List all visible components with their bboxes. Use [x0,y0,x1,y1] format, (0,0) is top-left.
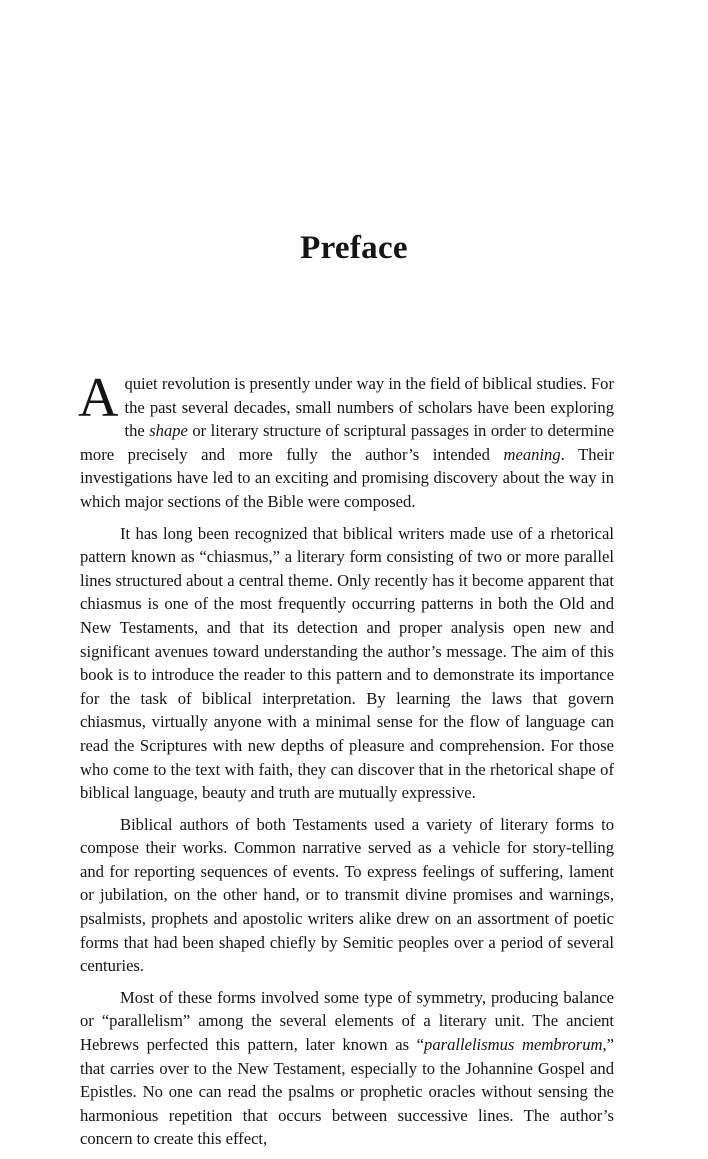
text-run: It has long been recognized that biblical writers made use of a rhetorical pattern known as “chiasmus,” a literary form consisting of two or more parallel lines structured about a central theme. Only recently has it become apparent that chiasmus is one of the most frequently occurring patterns in both the Old and New Testaments, and that its detection and proper analysis open new and significant avenues toward understanding the author’s message. The aim of this book is to introduce the reader to this pattern and to demonstrate its importance for the task of biblical interpretation. By learning the laws that govern chiasmus, virtually anyone with a minimal sense for the flow of language can read the Scriptures with new depths of pleasure and comprehension. For those who come to the text with faith, they can discover that in the rhetorical shape of biblical language, beauty and truth are mutually expressive. [80,523,614,803]
text-run: . Their investigations have led to an exciting and promising discovery about the way in which major sections of the Bible were composed. [80,444,614,511]
italic-text-run: meaning [503,444,561,464]
paragraph-2 [80,522,614,805]
italic-text-run: shape [149,421,188,441]
text-run: ,” that carries over to the New Testament, especially to the Johannine Gospel and Epistles. No one can read the psalms or prophetic oracles without sensing the harmonious repetition that occurs between successive lines. The author’s concern to create this effect, [80,1035,614,1149]
italic-text-run: parallelismus membrorum [424,1035,603,1055]
paragraph-1 [78,367,614,514]
page-title: Preface [300,230,408,266]
text-run: quiet revolution is presently under way in the field of biblical studies. For the past several decades, small numbers of scholars have been exploring the [124,374,614,441]
text-run: Biblical authors of both Testaments used a variety of literary forms to compose their works. Common narrative served as a vehicle for story-telling and for reporting sequences of events. To express feelings of suffering, lament or jubilation, on the other hand, or to transmit divine promises and warnings, psalmists, prophets and apostolic writers alike drew on an assortment of poetic forms that had been shaped chiefly by Semitic peoples over a period of several centuries. [80,814,614,976]
drop-cap: A [78,367,119,429]
paragraph-4 [80,986,614,1151]
text-run: Most of these forms involved some type of symmetry, producing balance or “parallelism” among the several elements of a literary unit. The ancient Hebrews perfected this pattern, later known as “ [80,987,614,1055]
body-text [78,367,614,1159]
text-run: or literary structure of scriptural passages in order to determine more precisely and more fully the author’s intended [80,421,614,464]
paragraph-3 [80,813,614,978]
